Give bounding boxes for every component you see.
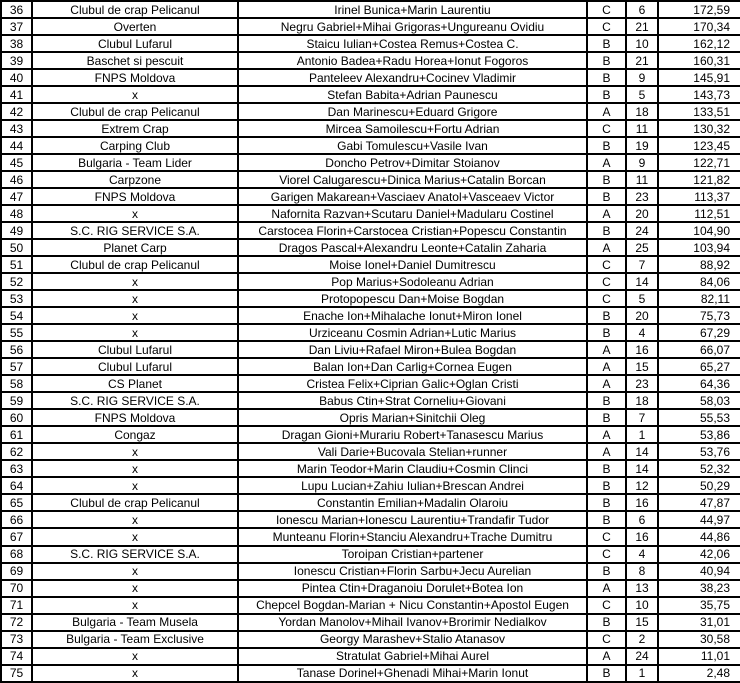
sector-cell: B — [587, 324, 626, 341]
rank-cell: 47 — [1, 188, 32, 205]
table-row — [1, 511, 740, 528]
peg-cell: 9 — [626, 69, 658, 86]
score-cell: 75,73 — [658, 307, 740, 324]
club-cell: Clubul de crap Pelicanul — [32, 1, 238, 18]
table-row — [1, 52, 740, 69]
score-cell: 104,90 — [658, 222, 740, 239]
table-row — [1, 528, 740, 545]
table-row — [1, 290, 740, 307]
peg-cell: 11 — [626, 120, 658, 137]
club-cell: x — [32, 563, 238, 580]
sector-cell: A — [587, 358, 626, 375]
team-cell: Negru Gabriel+Mihai Grigoras+Ungureanu Ovidiu — [238, 18, 587, 35]
team-cell: Irinel Bunica+Marin Laurentiu — [238, 1, 587, 18]
table-row — [1, 477, 740, 494]
table-row — [1, 324, 740, 341]
team-cell: Ionescu Marian+Ionescu Laurentiu+Trandafir Tudor — [238, 511, 587, 528]
table-row — [1, 273, 740, 290]
rank-cell: 60 — [1, 409, 32, 426]
rank-cell: 63 — [1, 460, 32, 477]
peg-cell: 8 — [626, 563, 658, 580]
team-cell: Viorel Calugarescu+Dinica Marius+Catalin Borcan — [238, 171, 587, 188]
club-cell: x — [32, 528, 238, 545]
rank-cell: 46 — [1, 171, 32, 188]
club-cell: Clubul Lufarul — [32, 341, 238, 358]
team-cell: Doncho Petrov+Dimitar Stoianov — [238, 154, 587, 171]
team-cell: Marin Teodor+Marin Claudiu+Cosmin Clinci — [238, 460, 587, 477]
score-cell: 112,51 — [658, 205, 740, 222]
sector-cell: B — [587, 409, 626, 426]
club-cell: Planet Carp — [32, 239, 238, 256]
sector-cell: C — [587, 528, 626, 545]
table-row — [1, 546, 740, 563]
club-cell: x — [32, 597, 238, 614]
rank-cell: 54 — [1, 307, 32, 324]
team-cell: Babus Ctin+Strat Corneliu+Giovani — [238, 392, 587, 409]
sector-cell: A — [587, 205, 626, 222]
peg-cell: 10 — [626, 597, 658, 614]
club-cell: x — [32, 648, 238, 665]
team-cell: Carstocea Florin+Carstocea Cristian+Popescu Constantin — [238, 222, 587, 239]
team-cell: Stefan Babita+Adrian Paunescu — [238, 86, 587, 103]
team-cell: Staicu Iulian+Costea Remus+Costea C. — [238, 35, 587, 52]
team-cell: Ionescu Cristian+Florin Sarbu+Jecu Aurelian — [238, 563, 587, 580]
club-cell: Bulgaria - Team Exclusive — [32, 631, 238, 648]
rank-cell: 52 — [1, 273, 32, 290]
table-row — [1, 86, 740, 103]
club-cell: x — [32, 580, 238, 597]
score-cell: 52,32 — [658, 460, 740, 477]
rank-cell: 56 — [1, 341, 32, 358]
score-cell: 40,94 — [658, 563, 740, 580]
table-row — [1, 341, 740, 358]
rank-cell: 74 — [1, 648, 32, 665]
peg-cell: 6 — [626, 1, 658, 18]
rank-cell: 66 — [1, 511, 32, 528]
peg-cell: 15 — [626, 614, 658, 631]
rank-cell: 50 — [1, 239, 32, 256]
peg-cell: 12 — [626, 477, 658, 494]
table-row — [1, 392, 740, 409]
club-cell: Extrem Crap — [32, 120, 238, 137]
score-cell: 145,91 — [658, 69, 740, 86]
table-row — [1, 239, 740, 256]
table-row — [1, 154, 740, 171]
team-cell: Garigen Makarean+Vasciaev Anatol+Vasceaev Victor — [238, 188, 587, 205]
rank-cell: 68 — [1, 546, 32, 563]
peg-cell: 18 — [626, 392, 658, 409]
sector-cell: A — [587, 580, 626, 597]
club-cell: x — [32, 665, 238, 682]
sector-cell: B — [587, 614, 626, 631]
sector-cell: A — [587, 239, 626, 256]
table-row — [1, 35, 740, 52]
score-cell: 44,86 — [658, 528, 740, 545]
club-cell: x — [32, 273, 238, 290]
rank-cell: 43 — [1, 120, 32, 137]
team-cell: Dragan Gioni+Murariu Robert+Tanasescu Marius — [238, 426, 587, 443]
table-row — [1, 1, 740, 18]
club-cell: x — [32, 205, 238, 222]
peg-cell: 5 — [626, 290, 658, 307]
sector-cell: C — [587, 273, 626, 290]
rank-cell: 45 — [1, 154, 32, 171]
sector-cell: C — [587, 597, 626, 614]
club-cell: S.C. RIG SERVICE S.A. — [32, 546, 238, 563]
score-cell: 38,23 — [658, 580, 740, 597]
score-cell: 47,87 — [658, 494, 740, 511]
rank-cell: 64 — [1, 477, 32, 494]
club-cell: Congaz — [32, 426, 238, 443]
team-cell: Balan Ion+Dan Carlig+Cornea Eugen — [238, 358, 587, 375]
sector-cell: C — [587, 18, 626, 35]
team-cell: Dragos Pascal+Alexandru Leonte+Catalin Zaharia — [238, 239, 587, 256]
team-cell: Stratulat Gabriel+Mihai Aurel — [238, 648, 587, 665]
score-cell: 88,92 — [658, 256, 740, 273]
table-row — [1, 597, 740, 614]
table-row — [1, 580, 740, 597]
sector-cell: A — [587, 341, 626, 358]
table-row — [1, 188, 740, 205]
score-cell: 122,71 — [658, 154, 740, 171]
rank-cell: 69 — [1, 563, 32, 580]
peg-cell: 11 — [626, 171, 658, 188]
club-cell: S.C. RIG SERVICE S.A. — [32, 222, 238, 239]
rank-cell: 62 — [1, 443, 32, 460]
team-cell: Pop Marius+Sodoleanu Adrian — [238, 273, 587, 290]
table-row — [1, 69, 740, 86]
rank-cell: 55 — [1, 324, 32, 341]
peg-cell: 5 — [626, 86, 658, 103]
club-cell: Baschet si pescuit — [32, 52, 238, 69]
sector-cell: C — [587, 120, 626, 137]
sector-cell: B — [587, 86, 626, 103]
club-cell: Overten — [32, 18, 238, 35]
team-cell: Chepcel Bogdan-Marian + Nicu Constantin+Apostol Eugen — [238, 597, 587, 614]
club-cell: x — [32, 290, 238, 307]
team-cell: Georgy Marashev+Stalio Atanasov — [238, 631, 587, 648]
score-cell: 162,12 — [658, 35, 740, 52]
club-cell: Clubul de crap Pelicanul — [32, 103, 238, 120]
team-cell: Panteleev Alexandru+Cocinev Vladimir — [238, 69, 587, 86]
sector-cell: B — [587, 69, 626, 86]
peg-cell: 7 — [626, 409, 658, 426]
rank-cell: 61 — [1, 426, 32, 443]
peg-cell: 15 — [626, 358, 658, 375]
table-row — [1, 460, 740, 477]
team-cell: Moise Ionel+Daniel Dumitrescu — [238, 256, 587, 273]
rank-cell: 65 — [1, 494, 32, 511]
rank-cell: 49 — [1, 222, 32, 239]
score-cell: 65,27 — [658, 358, 740, 375]
team-cell: Yordan Manolov+Mihail Ivanov+Brorimir Nedialkov — [238, 614, 587, 631]
team-cell: Munteanu Florin+Stanciu Alexandru+Trache Dumitru — [238, 528, 587, 545]
score-cell: 123,45 — [658, 137, 740, 154]
peg-cell: 20 — [626, 307, 658, 324]
sector-cell: B — [587, 307, 626, 324]
score-cell: 58,03 — [658, 392, 740, 409]
sector-cell: A — [587, 103, 626, 120]
results-table-body — [1, 1, 740, 682]
team-cell: Mircea Samoilescu+Fortu Adrian — [238, 120, 587, 137]
rank-cell: 41 — [1, 86, 32, 103]
score-cell: 172,59 — [658, 1, 740, 18]
club-cell: Carpzone — [32, 171, 238, 188]
peg-cell: 16 — [626, 341, 658, 358]
rank-cell: 71 — [1, 597, 32, 614]
sector-cell: C — [587, 631, 626, 648]
table-row — [1, 648, 740, 665]
rank-cell: 38 — [1, 35, 32, 52]
club-cell: Clubul Lufarul — [32, 358, 238, 375]
rank-cell: 72 — [1, 614, 32, 631]
club-cell: FNPS Moldova — [32, 188, 238, 205]
club-cell: x — [32, 460, 238, 477]
peg-cell: 2 — [626, 631, 658, 648]
team-cell: Lupu Lucian+Zahiu Iulian+Brescan Andrei — [238, 477, 587, 494]
peg-cell: 18 — [626, 103, 658, 120]
score-cell: 82,11 — [658, 290, 740, 307]
score-cell: 31,01 — [658, 614, 740, 631]
table-row — [1, 222, 740, 239]
sector-cell: B — [587, 477, 626, 494]
score-cell: 143,73 — [658, 86, 740, 103]
peg-cell: 23 — [626, 375, 658, 392]
table-row — [1, 426, 740, 443]
score-cell: 53,86 — [658, 426, 740, 443]
rank-cell: 37 — [1, 18, 32, 35]
club-cell: x — [32, 443, 238, 460]
team-cell: Dan Marinescu+Eduard Grigore — [238, 103, 587, 120]
score-cell: 42,06 — [658, 546, 740, 563]
score-cell: 66,07 — [658, 341, 740, 358]
club-cell: x — [32, 511, 238, 528]
score-cell: 121,82 — [658, 171, 740, 188]
club-cell: CS Planet — [32, 375, 238, 392]
sector-cell: B — [587, 563, 626, 580]
score-cell: 53,76 — [658, 443, 740, 460]
club-cell: FNPS Moldova — [32, 409, 238, 426]
club-cell: Carping Club — [32, 137, 238, 154]
peg-cell: 7 — [626, 256, 658, 273]
score-cell: 160,31 — [658, 52, 740, 69]
table-row — [1, 494, 740, 511]
peg-cell: 1 — [626, 665, 658, 682]
sector-cell: C — [587, 1, 626, 18]
rank-cell: 40 — [1, 69, 32, 86]
sector-cell: C — [587, 290, 626, 307]
club-cell: x — [32, 477, 238, 494]
rank-cell: 39 — [1, 52, 32, 69]
sector-cell: B — [587, 52, 626, 69]
score-cell: 44,97 — [658, 511, 740, 528]
table-row — [1, 631, 740, 648]
table-row — [1, 375, 740, 392]
club-cell: S.C. RIG SERVICE S.A. — [32, 392, 238, 409]
team-cell: Protopopescu Dan+Moise Bogdan — [238, 290, 587, 307]
sector-cell: A — [587, 375, 626, 392]
score-cell: 64,36 — [658, 375, 740, 392]
team-cell: Opris Marian+Sinitchii Oleg — [238, 409, 587, 426]
rank-cell: 75 — [1, 665, 32, 682]
score-cell: 2,48 — [658, 665, 740, 682]
table-row — [1, 358, 740, 375]
sector-cell: B — [587, 460, 626, 477]
rank-cell: 36 — [1, 1, 32, 18]
sector-cell: A — [587, 648, 626, 665]
rank-cell: 44 — [1, 137, 32, 154]
score-cell: 133,51 — [658, 103, 740, 120]
rank-cell: 70 — [1, 580, 32, 597]
peg-cell: 16 — [626, 494, 658, 511]
table-row — [1, 137, 740, 154]
table-row — [1, 563, 740, 580]
table-row — [1, 171, 740, 188]
peg-cell: 16 — [626, 528, 658, 545]
team-cell: Enache Ion+Mihalache Ionut+Miron Ionel — [238, 307, 587, 324]
sector-cell: C — [587, 546, 626, 563]
table-row — [1, 103, 740, 120]
table-row — [1, 18, 740, 35]
table-row — [1, 614, 740, 631]
sector-cell: B — [587, 35, 626, 52]
table-row — [1, 120, 740, 137]
peg-cell: 19 — [626, 137, 658, 154]
peg-cell: 9 — [626, 154, 658, 171]
score-cell: 130,32 — [658, 120, 740, 137]
peg-cell: 13 — [626, 580, 658, 597]
sector-cell: C — [587, 256, 626, 273]
sector-cell: A — [587, 443, 626, 460]
score-cell: 50,29 — [658, 477, 740, 494]
score-cell: 11,01 — [658, 648, 740, 665]
table-row — [1, 307, 740, 324]
sector-cell: B — [587, 222, 626, 239]
table-row — [1, 205, 740, 222]
club-cell: x — [32, 307, 238, 324]
score-cell: 170,34 — [658, 18, 740, 35]
peg-cell: 23 — [626, 188, 658, 205]
peg-cell: 4 — [626, 324, 658, 341]
score-cell: 55,53 — [658, 409, 740, 426]
rank-cell: 59 — [1, 392, 32, 409]
team-cell: Antonio Badea+Radu Horea+Ionut Fogoros — [238, 52, 587, 69]
peg-cell: 25 — [626, 239, 658, 256]
table-row — [1, 409, 740, 426]
sector-cell: B — [587, 494, 626, 511]
score-cell: 103,94 — [658, 239, 740, 256]
sector-cell: B — [587, 665, 626, 682]
club-cell: x — [32, 86, 238, 103]
peg-cell: 14 — [626, 460, 658, 477]
rank-cell: 58 — [1, 375, 32, 392]
peg-cell: 1 — [626, 426, 658, 443]
score-cell: 113,37 — [658, 188, 740, 205]
peg-cell: 20 — [626, 205, 658, 222]
club-cell: Clubul de crap Pelicanul — [32, 494, 238, 511]
peg-cell: 10 — [626, 35, 658, 52]
peg-cell: 6 — [626, 511, 658, 528]
rank-cell: 48 — [1, 205, 32, 222]
score-cell: 67,29 — [658, 324, 740, 341]
rank-cell: 53 — [1, 290, 32, 307]
club-cell: FNPS Moldova — [32, 69, 238, 86]
club-cell: x — [32, 324, 238, 341]
sector-cell: A — [587, 426, 626, 443]
team-cell: Pintea Ctin+Draganoiu Dorulet+Botea Ion — [238, 580, 587, 597]
score-cell: 35,75 — [658, 597, 740, 614]
peg-cell: 4 — [626, 546, 658, 563]
team-cell: Dan Liviu+Rafael Miron+Bulea Bogdan — [238, 341, 587, 358]
score-cell: 30,58 — [658, 631, 740, 648]
peg-cell: 14 — [626, 443, 658, 460]
peg-cell: 14 — [626, 273, 658, 290]
team-cell: Gabi Tomulescu+Vasile Ivan — [238, 137, 587, 154]
team-cell: Cristea Felix+Ciprian Galic+Oglan Cristi — [238, 375, 587, 392]
team-cell: Vali Darie+Bucovala Stelian+runner — [238, 443, 587, 460]
sector-cell: B — [587, 171, 626, 188]
rank-cell: 51 — [1, 256, 32, 273]
rank-cell: 57 — [1, 358, 32, 375]
sector-cell: B — [587, 511, 626, 528]
club-cell: Bulgaria - Team Lider — [32, 154, 238, 171]
score-cell: 84,06 — [658, 273, 740, 290]
team-cell: Tanase Dorinel+Ghenadi Mihai+Marin Ionut — [238, 665, 587, 682]
club-cell: Clubul Lufarul — [32, 35, 238, 52]
sector-cell: B — [587, 137, 626, 154]
team-cell: Urziceanu Cosmin Adrian+Lutic Marius — [238, 324, 587, 341]
peg-cell: 21 — [626, 52, 658, 69]
rank-cell: 73 — [1, 631, 32, 648]
sector-cell: B — [587, 392, 626, 409]
team-cell: Constantin Emilian+Madalin Olaroiu — [238, 494, 587, 511]
rank-cell: 67 — [1, 528, 32, 545]
team-cell: Toroipan Cristian+partener — [238, 546, 587, 563]
club-cell: Bulgaria - Team Musela — [32, 614, 238, 631]
table-row — [1, 443, 740, 460]
peg-cell: 24 — [626, 648, 658, 665]
peg-cell: 21 — [626, 18, 658, 35]
club-cell: Clubul de crap Pelicanul — [32, 256, 238, 273]
peg-cell: 24 — [626, 222, 658, 239]
table-row — [1, 256, 740, 273]
sector-cell: A — [587, 154, 626, 171]
rank-cell: 42 — [1, 103, 32, 120]
team-cell: Nafornita Razvan+Scutaru Daniel+Madularu Costinel — [238, 205, 587, 222]
table-row — [1, 665, 740, 682]
sector-cell: B — [587, 188, 626, 205]
